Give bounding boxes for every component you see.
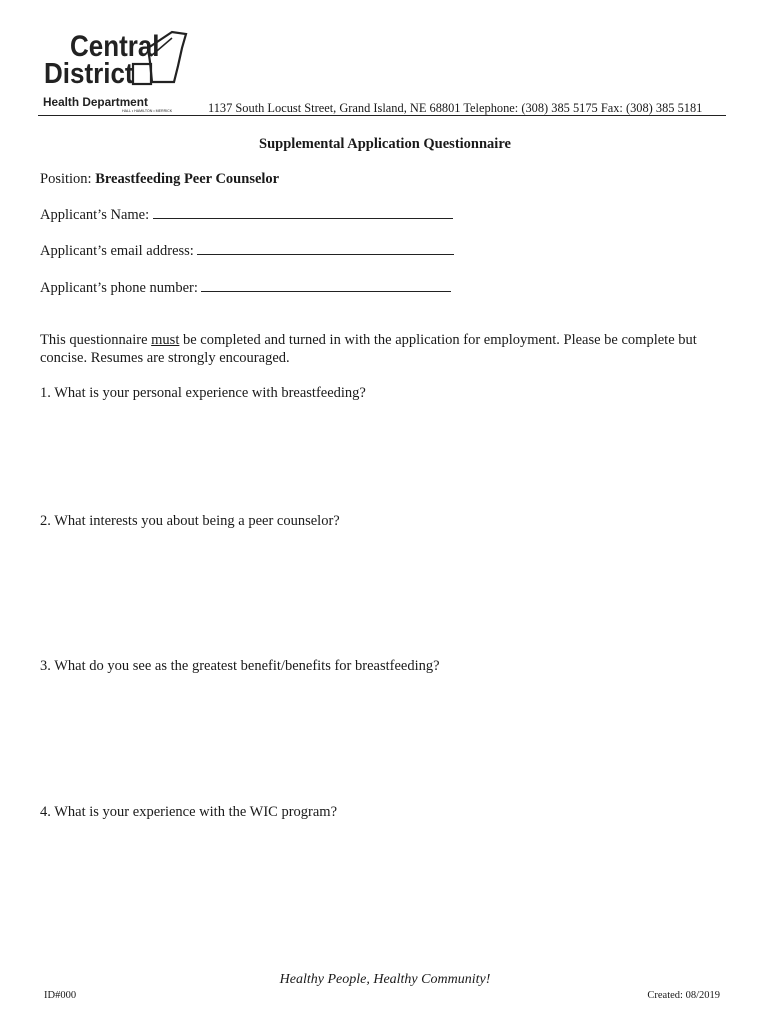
position-value: Breastfeeding Peer Counselor: [95, 171, 280, 187]
logo-text-health-department: Health Department: [43, 95, 148, 109]
footer-id: ID#000: [44, 990, 77, 1001]
intro-text-2: be completed and turned in with the application for employment. Please be complete but concise. Resumes are strongly encouraged.: [40, 332, 697, 366]
footer-tagline: Healthy People, Healthy Community!: [279, 972, 491, 987]
logo-text-counties: HALL • HAMILTON • MERRICK: [122, 109, 173, 113]
page-title: Supplemental Application Questionnaire: [259, 136, 511, 152]
question-2: 2. What interests you about being a peer counselor?: [40, 513, 340, 529]
district-logo: [40, 26, 190, 118]
applicant-name-field[interactable]: [153, 206, 453, 219]
applicant-email-label: Applicant’s email address:: [40, 243, 198, 259]
applicant-name-row: [40, 206, 453, 224]
intro-paragraph: [40, 331, 730, 367]
position-label: Position:: [40, 171, 96, 187]
footer-created-date: Created: 08/2019: [647, 990, 720, 1001]
applicant-email-field[interactable]: [197, 242, 454, 255]
question-3: 3. What do you see as the greatest benefit/benefits for breastfeeding?: [40, 658, 440, 674]
logo-text-central: Central: [70, 29, 160, 63]
question-1: 1. What is your personal experience with breastfeeding?: [40, 385, 366, 401]
applicant-phone-field[interactable]: [201, 279, 451, 292]
applicant-phone-label: Applicant’s phone number:: [40, 280, 202, 296]
applicant-phone-row: [40, 279, 451, 297]
header-divider: [38, 115, 726, 116]
logo-text-district: District: [44, 57, 134, 90]
intro-emphasis: must: [151, 332, 180, 348]
position-line: [40, 171, 279, 188]
applicant-email-row: [40, 242, 454, 260]
intro-text-1: This questionnaire: [40, 332, 152, 348]
question-4: 4. What is your experience with the WIC program?: [40, 804, 338, 820]
applicant-name-label: Applicant’s Name:: [40, 207, 153, 223]
header-address: 1137 South Locust Street, Grand Island, NE 68801 Telephone: (308) 385 5175 Fax: (308) 385 5181: [208, 101, 703, 115]
